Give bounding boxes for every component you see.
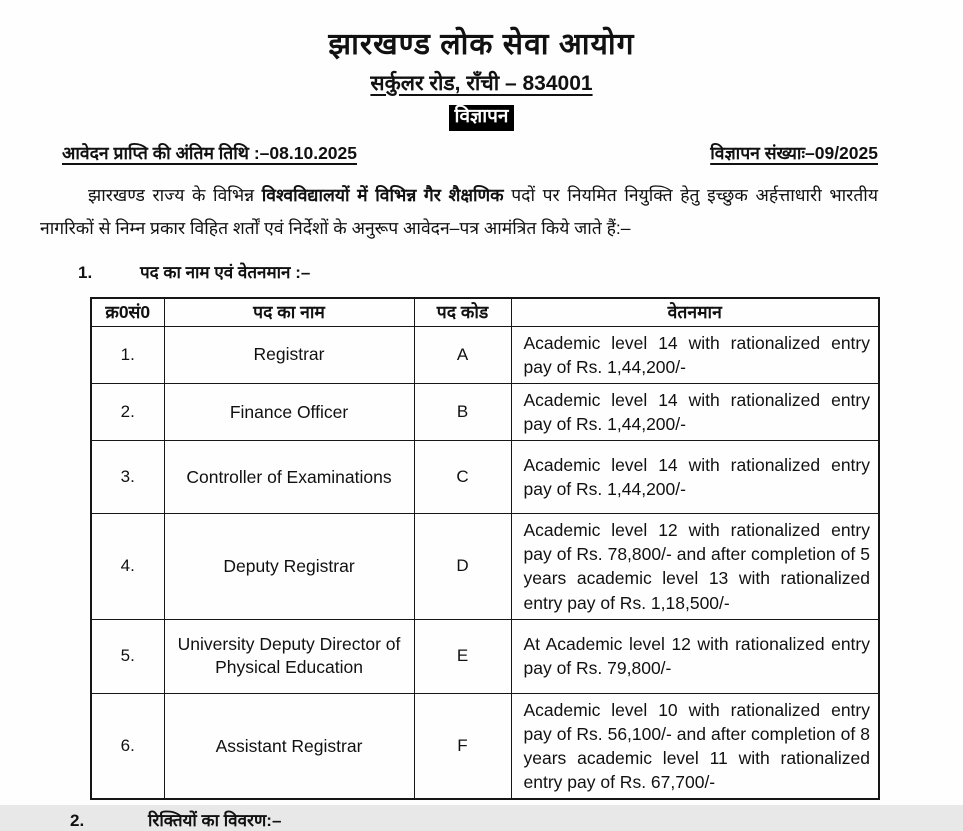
- pay-scale-cell: Academic level 14 with rationalized entry pay of Rs. 1,44,200/-: [511, 441, 879, 514]
- document-header: [0, 0, 963, 131]
- commission-title: झारखण्ड लोक सेवा आयोग: [328, 28, 635, 61]
- pay-scale-cell: Academic level 14 with rationalized entry pay of Rs. 1,44,200/-: [511, 326, 879, 383]
- serial-cell: 1.: [91, 326, 164, 383]
- post-name-cell: University Deputy Director of Physical Education: [164, 619, 414, 693]
- post-name-cell: Deputy Registrar: [164, 514, 414, 620]
- post-code-cell: B: [414, 383, 511, 440]
- post-name-cell: Finance Officer: [164, 383, 414, 440]
- table-row: [91, 441, 879, 514]
- intro-text-bold: विश्वविद्यालयों में विभिन्न गैर शैक्षणिक: [261, 185, 504, 206]
- col-header-serial: क्र0सं0: [91, 298, 164, 326]
- intro-text-pre: झारखण्ड राज्य के विभिन्न: [88, 185, 262, 206]
- notification-number: विज्ञापन संख्याः–09/2025: [710, 143, 878, 164]
- table-row: [91, 383, 879, 440]
- col-header-post-name: पद का नाम: [164, 298, 414, 326]
- pay-scale-cell: Academic level 10 with rationalized entry pay of Rs. 56,100/- and after completion of 8 years academic level 11 with rationalized entry pay of Rs. 67,700/-: [511, 693, 879, 799]
- table-row: [91, 514, 879, 620]
- col-header-post-code: पद कोड: [414, 298, 511, 326]
- post-name-cell: Registrar: [164, 326, 414, 383]
- section-1-heading-row: [78, 260, 963, 283]
- table-row: [91, 619, 879, 693]
- advertisement-badge: विज्ञापन: [449, 105, 515, 132]
- post-code-cell: F: [414, 693, 511, 799]
- section-1-number: 1.: [78, 263, 93, 283]
- col-header-pay-scale: वेतनमान: [511, 298, 879, 326]
- intro-paragraph: [40, 179, 878, 244]
- post-pay-table: [90, 297, 880, 800]
- serial-cell: 5.: [91, 619, 164, 693]
- section-1-heading: पद का नाम एवं वेतनमान :–: [140, 263, 311, 283]
- meta-row: [62, 141, 878, 165]
- post-code-cell: C: [414, 441, 511, 514]
- serial-cell: 6.: [91, 693, 164, 799]
- section-2-heading: रिक्तियों का विवरण:–: [148, 811, 282, 831]
- serial-cell: 4.: [91, 514, 164, 620]
- pay-scale-cell: Academic level 14 with rationalized entry pay of Rs. 1,44,200/-: [511, 383, 879, 440]
- commission-address: सर्कुलर रोड, राँची – 834001: [370, 71, 593, 95]
- post-code-cell: E: [414, 619, 511, 693]
- section-2-number: 2.: [70, 811, 85, 831]
- post-code-cell: A: [414, 326, 511, 383]
- serial-cell: 3.: [91, 441, 164, 514]
- serial-cell: 2.: [91, 383, 164, 440]
- application-deadline: आवेदन प्राप्ति की अंतिम तिथि :–08.10.2025: [62, 143, 358, 164]
- post-name-cell: Controller of Examinations: [164, 441, 414, 514]
- post-code-cell: D: [414, 514, 511, 620]
- table-row: [91, 693, 879, 799]
- pay-scale-cell: Academic level 12 with rationalized entry pay of Rs. 78,800/- and after completion of 5 years academic level 13 with rationalized entry pay of Rs. 1,18,500/-: [511, 514, 879, 620]
- table-header-row: [91, 298, 879, 326]
- pay-scale-cell: At Academic level 12 with rationalized entry pay of Rs. 79,800/-: [511, 619, 879, 693]
- post-name-cell: Assistant Registrar: [164, 693, 414, 799]
- intro-text-post: पदों पर नियमित नियुक्ति हेतु इच्छुक अर्हत्ताधारी भारतीय नागरिकों से निम्न प्रकार विहित शर्तों एवं निर्देशों के अनुरूप आवेदन–पत्र आमंत्रित किये जाते हैं:–: [40, 185, 878, 238]
- section-2-heading-row: [70, 808, 963, 831]
- table-row: [91, 326, 879, 383]
